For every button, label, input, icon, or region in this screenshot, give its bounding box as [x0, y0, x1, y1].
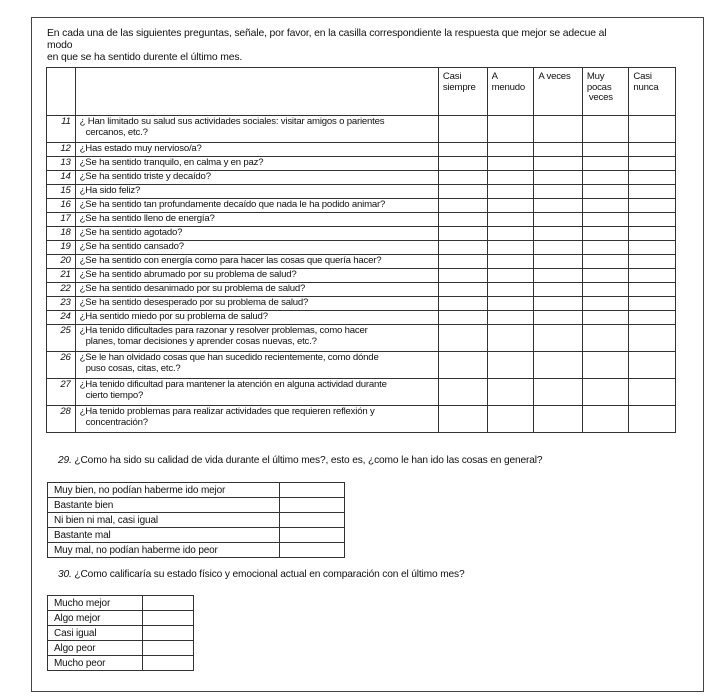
question-text	[75, 171, 438, 185]
question-row	[47, 283, 676, 297]
option-label: Bastante bien	[48, 498, 280, 513]
option-row	[48, 483, 345, 498]
option-answer-box[interactable]	[143, 641, 194, 656]
answer-box-casi-nunca[interactable]	[629, 311, 676, 325]
option-row	[48, 513, 345, 528]
answer-box-a-veces[interactable]	[534, 116, 582, 143]
question-row	[47, 185, 676, 199]
col-label: pocas	[586, 81, 612, 93]
answer-box-casi-siempre[interactable]	[438, 406, 487, 433]
answer-box-muy-pocas-veces[interactable]	[582, 143, 629, 157]
answer-box-casi-nunca[interactable]	[629, 116, 676, 143]
question-number: 28	[47, 406, 76, 433]
answer-box-a-veces[interactable]	[534, 379, 582, 406]
answer-box-casi-nunca[interactable]	[629, 406, 676, 433]
question-row	[47, 297, 676, 311]
answer-box-a-veces[interactable]	[534, 227, 582, 241]
col-label: veces	[588, 92, 613, 103]
answer-box-casi-nunca[interactable]	[629, 171, 676, 185]
question-30-number: 30.	[58, 569, 72, 580]
col-label: siempre	[442, 81, 476, 93]
question-number: 19	[47, 241, 76, 255]
answer-box-a-veces[interactable]	[534, 143, 582, 157]
answer-box-casi-nunca[interactable]	[629, 352, 676, 379]
question-row	[47, 213, 676, 227]
question-text	[75, 379, 438, 406]
instructions-line-2: en que se ha sentido durente el último mes.	[47, 52, 243, 63]
answer-box-casi-nunca[interactable]	[629, 269, 676, 283]
header-muy-pocas-veces	[582, 68, 629, 116]
answer-box-muy-pocas-veces[interactable]	[582, 297, 629, 311]
questionnaire-table	[46, 67, 676, 433]
question-text	[75, 143, 438, 157]
answer-box-a-veces[interactable]	[534, 283, 582, 297]
answer-box-a-menudo[interactable]	[487, 297, 534, 311]
question-line-1: ¿Ha tenido dificultad para mantener la atención en alguna actividad durante	[79, 379, 387, 390]
question-line-1: ¿Se ha sentido abrumado por su problema de salud?	[79, 269, 297, 280]
answer-box-a-veces[interactable]	[534, 269, 582, 283]
question-row	[47, 143, 676, 157]
question-text	[75, 116, 438, 143]
question-text	[75, 185, 438, 199]
header-num-cell	[47, 68, 76, 116]
question-number: 24	[47, 311, 76, 325]
col-label: A veces	[538, 71, 571, 82]
question-number: 26	[47, 352, 76, 379]
question-29	[58, 455, 542, 466]
answer-box-a-menudo[interactable]	[487, 185, 534, 199]
col-label: Muy	[586, 71, 605, 82]
option-answer-box[interactable]	[280, 483, 345, 498]
question-line-1: ¿Se le han olvidado cosas que han sucedido recientemente, como dónde	[79, 352, 379, 363]
option-answer-box[interactable]	[143, 596, 194, 611]
col-label: nunca	[633, 81, 659, 93]
question-line-1: ¿Ha sentido miedo por su problema de salud?	[79, 311, 268, 322]
question-number: 12	[47, 143, 76, 157]
instructions	[47, 28, 627, 64]
option-label: Algo peor	[48, 641, 143, 656]
answer-box-muy-pocas-veces[interactable]	[582, 185, 629, 199]
answer-box-a-veces[interactable]	[534, 297, 582, 311]
option-answer-box[interactable]	[280, 528, 345, 543]
header-casi-nunca	[629, 68, 676, 116]
question-line-1: ¿Se ha sentido con energía como para hacer las cosas que quería hacer?	[79, 255, 382, 266]
answer-box-casi-nunca[interactable]	[629, 297, 676, 311]
question-text	[75, 213, 438, 227]
answer-box-casi-siempre[interactable]	[438, 297, 487, 311]
col-label: Casi	[442, 71, 462, 82]
answer-box-casi-nunca[interactable]	[629, 185, 676, 199]
question-number: 23	[47, 297, 76, 311]
answer-box-casi-nunca[interactable]	[629, 283, 676, 297]
question-row	[47, 311, 676, 325]
answer-box-a-veces[interactable]	[534, 213, 582, 227]
option-row	[48, 611, 194, 626]
question-line-1: ¿Se ha sentido cansado?	[79, 241, 184, 252]
answer-box-casi-nunca[interactable]	[629, 379, 676, 406]
answer-box-muy-pocas-veces[interactable]	[582, 171, 629, 185]
question-row	[47, 379, 676, 406]
answer-box-a-menudo[interactable]	[487, 255, 534, 269]
option-answer-box[interactable]	[143, 626, 194, 641]
question-text	[75, 255, 438, 269]
option-answer-box[interactable]	[143, 656, 194, 671]
question-text	[75, 406, 438, 433]
answer-box-muy-pocas-veces[interactable]	[582, 311, 629, 325]
answer-box-casi-siempre[interactable]	[438, 157, 487, 171]
question-number: 18	[47, 227, 76, 241]
answer-box-casi-siempre[interactable]	[438, 116, 487, 143]
option-answer-box[interactable]	[280, 498, 345, 513]
question-row	[47, 255, 676, 269]
option-answer-box[interactable]	[143, 611, 194, 626]
answer-box-a-veces[interactable]	[534, 352, 582, 379]
answer-box-muy-pocas-veces[interactable]	[582, 325, 629, 352]
answer-box-a-veces[interactable]	[534, 199, 582, 213]
header-question-cell	[75, 68, 438, 116]
question-row	[47, 406, 676, 433]
question-text	[75, 269, 438, 283]
question-text	[75, 199, 438, 213]
answer-box-a-menudo[interactable]	[487, 311, 534, 325]
question-number: 15	[47, 185, 76, 199]
question-line-2: concentración?	[85, 417, 148, 428]
question-30-text: ¿Como calificaría su estado físico y emocional actual en comparación con el último mes?	[74, 569, 465, 580]
question-text	[75, 352, 438, 379]
question-row	[47, 269, 676, 283]
answer-box-a-menudo[interactable]	[487, 143, 534, 157]
answer-box-casi-siempre[interactable]	[438, 213, 487, 227]
col-label: Casi	[633, 71, 652, 82]
question-line-2: planes, tomar decisiones y aprender cosas nuevas, etc.?	[85, 336, 317, 347]
answer-box-a-menudo[interactable]	[487, 352, 534, 379]
answer-box-muy-pocas-veces[interactable]	[582, 199, 629, 213]
answer-box-a-menudo[interactable]	[487, 325, 534, 352]
question-line-1: ¿Se ha sentido desanimado por su problema de salud?	[79, 283, 306, 294]
question-number: 25	[47, 325, 76, 352]
answer-box-casi-nunca[interactable]	[629, 157, 676, 171]
answer-box-muy-pocas-veces[interactable]	[582, 227, 629, 241]
question-number: 16	[47, 199, 76, 213]
question-row	[47, 241, 676, 255]
question-line-1: ¿Se ha sentido tranquilo, en calma y en paz?	[79, 157, 264, 168]
answer-box-casi-nunca[interactable]	[629, 325, 676, 352]
question-30-options	[47, 595, 194, 671]
option-label: Casi igual	[48, 626, 143, 641]
question-29-text: ¿Como ha sido su calidad de vida durante el último mes?, esto es, ¿como le han ido las cosas en general?	[74, 455, 543, 466]
question-line-1: ¿Se ha sentido lleno de energía?	[79, 213, 215, 224]
question-text	[75, 283, 438, 297]
option-answer-box[interactable]	[280, 513, 345, 528]
answer-box-casi-siempre[interactable]	[438, 143, 487, 157]
question-line-2: cierto tiempo?	[85, 390, 144, 401]
answer-box-a-menudo[interactable]	[487, 241, 534, 255]
question-row	[47, 171, 676, 185]
answer-box-casi-siempre[interactable]	[438, 199, 487, 213]
question-text	[75, 325, 438, 352]
answer-box-a-menudo[interactable]	[487, 406, 534, 433]
answer-box-muy-pocas-veces[interactable]	[582, 213, 629, 227]
option-row	[48, 626, 194, 641]
answer-box-a-veces[interactable]	[534, 241, 582, 255]
header-row	[47, 68, 676, 116]
option-label: Mucho peor	[48, 656, 143, 671]
answer-box-muy-pocas-veces[interactable]	[582, 255, 629, 269]
question-29-options	[47, 482, 345, 558]
answer-box-casi-siempre[interactable]	[438, 379, 487, 406]
option-label: Ni bien ni mal, casi igual	[48, 513, 280, 528]
option-row	[48, 528, 345, 543]
option-row	[48, 596, 194, 611]
option-row	[48, 656, 194, 671]
answer-box-muy-pocas-veces[interactable]	[582, 269, 629, 283]
answer-box-casi-nunca[interactable]	[629, 213, 676, 227]
question-number: 14	[47, 171, 76, 185]
answer-box-muy-pocas-veces[interactable]	[582, 406, 629, 433]
answer-box-casi-nunca[interactable]	[629, 241, 676, 255]
question-line-1: ¿Se ha sentido tan profundamente decaído que nada le ha podido animar?	[79, 199, 386, 210]
question-number: 21	[47, 269, 76, 283]
option-label: Algo mejor	[48, 611, 143, 626]
question-line-2: puso cosas, citas, etc.?	[85, 363, 181, 374]
answer-box-a-veces[interactable]	[534, 255, 582, 269]
question-line-1: ¿ Han limitado su salud sus actividades sociales: visitar amigos o parientes	[79, 116, 385, 127]
answer-box-muy-pocas-veces[interactable]	[582, 352, 629, 379]
question-29-number: 29.	[58, 455, 72, 466]
option-label: Muy mal, no podían haberme ido peor	[48, 543, 280, 558]
question-row	[47, 116, 676, 143]
option-label: Mucho mejor	[48, 596, 143, 611]
option-answer-box[interactable]	[280, 543, 345, 558]
answer-box-a-veces[interactable]	[534, 157, 582, 171]
question-number: 20	[47, 255, 76, 269]
question-text	[75, 157, 438, 171]
question-line-1: ¿Ha sido feliz?	[79, 185, 141, 196]
question-number: 22	[47, 283, 76, 297]
answer-box-casi-siempre[interactable]	[438, 352, 487, 379]
question-text	[75, 311, 438, 325]
answer-box-casi-siempre[interactable]	[438, 325, 487, 352]
answer-box-a-menudo[interactable]	[487, 269, 534, 283]
answer-box-muy-pocas-veces[interactable]	[582, 283, 629, 297]
question-line-1: ¿Ha tenido problemas para realizar actividades que requieren reflexión y	[79, 406, 375, 417]
question-row	[47, 199, 676, 213]
answer-box-a-menudo[interactable]	[487, 213, 534, 227]
question-row	[47, 227, 676, 241]
answer-box-casi-siempre[interactable]	[438, 241, 487, 255]
header-a-menudo	[487, 68, 534, 116]
question-30	[58, 569, 465, 580]
answer-box-a-menudo[interactable]	[487, 116, 534, 143]
option-row	[48, 543, 345, 558]
answer-box-a-menudo[interactable]	[487, 379, 534, 406]
option-label: Bastante mal	[48, 528, 280, 543]
answer-box-casi-siempre[interactable]	[438, 311, 487, 325]
question-line-1: ¿Se ha sentido agotado?	[79, 227, 183, 238]
option-label: Muy bien, no podían haberme ido mejor	[48, 483, 280, 498]
option-row	[48, 641, 194, 656]
answer-box-a-veces[interactable]	[534, 311, 582, 325]
answer-box-a-menudo[interactable]	[487, 157, 534, 171]
answer-box-casi-nunca[interactable]	[629, 143, 676, 157]
answer-box-casi-siempre[interactable]	[438, 227, 487, 241]
question-number: 17	[47, 213, 76, 227]
question-text	[75, 241, 438, 255]
answer-box-muy-pocas-veces[interactable]	[582, 116, 629, 143]
answer-box-a-menudo[interactable]	[487, 227, 534, 241]
answer-box-a-menudo[interactable]	[487, 171, 534, 185]
answer-box-muy-pocas-veces[interactable]	[582, 241, 629, 255]
question-number: 27	[47, 379, 76, 406]
question-number: 11	[47, 116, 76, 143]
question-text	[75, 227, 438, 241]
answer-box-casi-nunca[interactable]	[629, 199, 676, 213]
answer-box-casi-nunca[interactable]	[629, 255, 676, 269]
question-line-2: cercanos, etc.?	[85, 127, 148, 138]
answer-box-a-menudo[interactable]	[487, 199, 534, 213]
answer-box-casi-siempre[interactable]	[438, 283, 487, 297]
answer-box-muy-pocas-veces[interactable]	[582, 379, 629, 406]
question-line-1: ¿Has estado muy nervioso/a?	[79, 143, 202, 154]
question-row	[47, 157, 676, 171]
answer-box-a-veces[interactable]	[534, 171, 582, 185]
answer-box-muy-pocas-veces[interactable]	[582, 157, 629, 171]
header-a-veces	[534, 68, 582, 116]
question-line-1: ¿Se ha sentido triste y decaído?	[79, 171, 211, 182]
answer-box-a-veces[interactable]	[534, 406, 582, 433]
instructions-line-1: En cada una de las siguientes preguntas, señale, por favor, en la casilla correspondiente la respuesta que mejor se adecue al modo	[47, 28, 607, 51]
answer-box-casi-siempre[interactable]	[438, 269, 487, 283]
col-label: A	[491, 71, 498, 82]
question-row	[47, 325, 676, 352]
question-line-1: ¿Se ha sentido desesperado por su problema de salud?	[79, 297, 309, 308]
answer-box-casi-siempre[interactable]	[438, 171, 487, 185]
answer-box-casi-siempre[interactable]	[438, 185, 487, 199]
answer-box-casi-nunca[interactable]	[629, 227, 676, 241]
col-label: menudo	[491, 81, 526, 93]
header-casi-siempre	[438, 68, 487, 116]
question-row	[47, 352, 676, 379]
answer-box-a-veces[interactable]	[534, 185, 582, 199]
question-text	[75, 297, 438, 311]
question-number: 13	[47, 157, 76, 171]
question-line-1: ¿Ha tenido dificultades para razonar y resolver problemas, como hacer	[79, 325, 368, 336]
answer-box-a-veces[interactable]	[534, 325, 582, 352]
option-row	[48, 498, 345, 513]
answer-box-casi-siempre[interactable]	[438, 255, 487, 269]
answer-box-a-menudo[interactable]	[487, 283, 534, 297]
